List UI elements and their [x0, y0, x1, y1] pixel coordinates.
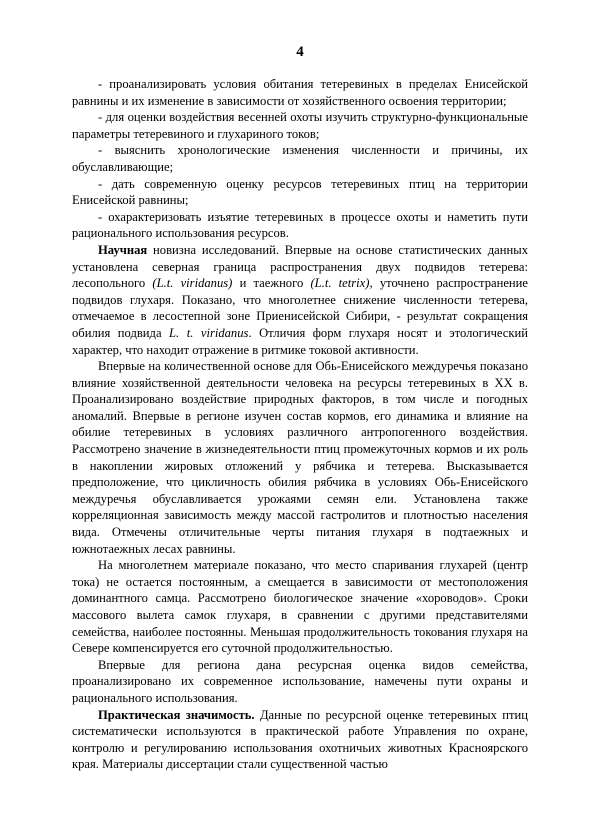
paragraph — [72, 76, 528, 109]
paragraph — [72, 557, 528, 657]
paragraph — [72, 242, 528, 358]
text-run: . Отличия форм глухаря носят и этологический характер, что находит отражение в ритмике токовой активности. — [72, 325, 528, 357]
paragraph — [72, 142, 528, 175]
text-run: Научная — [98, 242, 148, 257]
paragraph — [72, 657, 528, 707]
text-run: Данные по ресурсной оценке тетеревиных птиц систематически используются в практической работе Управления по охране, контролю и регулированию использования охотничьих животных Красноярского края. Материалы диссертации стали существенной частью — [72, 707, 528, 772]
text-run: - выяснить хронологические изменения численности и причины, их обуславливающие; — [72, 143, 528, 174]
text-run: - охарактеризовать изъятие тетеревиных в процессе охоты и наметить пути рационального использования ресурсов. — [72, 209, 528, 241]
text-run: - проанализировать условия обитания тетеревиных в пределах Енисейской равнины и их изменение в зависимости от хозяйственного освоения территории; — [72, 77, 528, 108]
paragraph — [72, 209, 528, 242]
text-run: Практическая значимость. — [98, 707, 255, 722]
document-body — [72, 76, 528, 773]
text-run: новизна исследований. Впервые на основе статистических данных установлена северная граница распространения двух подвидов тетерева: лесопольного — [72, 242, 528, 291]
text-run: , уточнено распространение подвидов глухаря. Показано, что многолетнее снижение численности тетерева, отмечаемое в лесостепной зоне Приенисейской Сибири, - результат сокращения обилия подвида — [72, 276, 528, 340]
text-run: Впервые для региона дана ресурсная оценка видов семейства, проанализировано их современное использование, намечены пути охраны и рационального использования. — [72, 657, 528, 705]
page-number: 4 — [296, 44, 304, 60]
text-run: На многолетнем материале показано, что место спаривания глухарей (центр тока) не остается постоянным, а смещается в зависимости от местоположения доминантного самца. Рассмотрено биологическое значение «хороводов». Сроки массового вылета самок глухаря, в сравнении с другими представителями семейства, наиболее постоянны. Меньшая продолжительность токования глухаря на Севере компенсируется его суточной продолжительностью. — [72, 558, 528, 656]
text-run: (L.t. tetrix) — [310, 276, 370, 291]
text-run: - для оценки воздействия весенней охоты изучить структурно-функциональные параметры тетеревиного и глухариного токов; — [72, 110, 528, 141]
text-run: L. t. viridanus — [169, 325, 249, 340]
paragraph — [72, 109, 528, 142]
paragraph — [72, 176, 528, 209]
text-run: Впервые на количественной основе для Обь-Енисейского междуречья показано влияние хозяйственной деятельности человека на ресурсы тетеревиных в ХХ в. Проанализировано воздействие природных факторов, в том числе и погодных аномалий. Впервые в регионе изучен состав кормов, его динамика и влияние на обилие тетеревиных в условиях различного антропогенного воздействия. Рассмотрено значение в жизнедеятельности птиц промежуточных кормов и их роль в накоплении жировых отложений у рябчика и тетерева. Высказывается предположение, что цикличность обилия рябчика в условиях Обь-Енисейского междуречья обуславливается урожаями семян ели. Установлена также корреляционная зависимость между массой гастролитов и плотностью населения вида. Отмечены отличительные черты питания глухаря в подтаежных и южнотаежных лесах равнины. — [72, 359, 528, 556]
text-run: (L.t. viridanus) — [152, 276, 233, 291]
text-run: и таежного — [232, 276, 311, 291]
text-run: - дать современную оценку ресурсов тетеревиных птиц на территории Енисейской равнины; — [72, 176, 528, 208]
paragraph — [72, 358, 528, 557]
paragraph — [72, 707, 528, 773]
